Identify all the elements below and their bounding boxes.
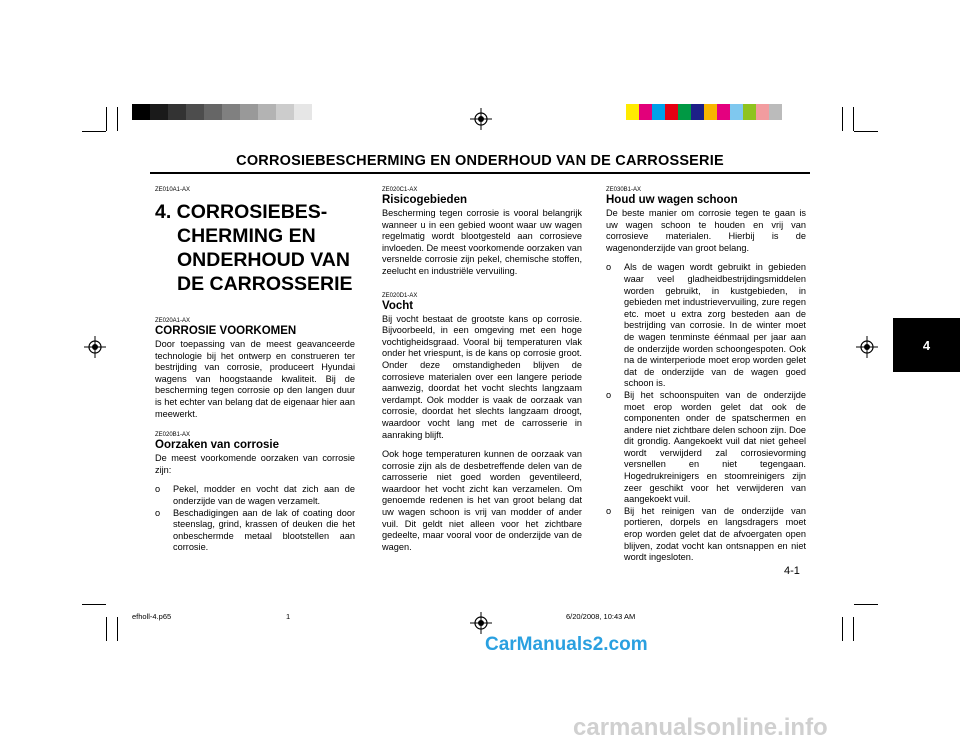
paragraph: Bij vocht bestaat de grootste kans op corrosie. Bijvoorbeeld, in een omgeving met een hoge vochtigheidsgraad. Vooral bij temperaturen vlak onder het vriespunt, is de kans op corrosie groot. Onder deze omstandigheden blijven de corrosieve materialen over een langere periode aanwezig, doordat het vocht slechts langzaam verdampt. Ook modder is vaak de oorzaak van corrosie, doordat het slechts langzaam droogt, waardoor vocht lang met de carrosserie in aanraking blijft. <box>382 313 582 440</box>
section-code: ZE010A1-AX <box>155 187 191 193</box>
list-item <box>606 390 806 506</box>
header-rule <box>150 172 810 174</box>
footer-page: 1 <box>286 612 291 621</box>
chapter-title-line: DE CARROSSERIE <box>177 273 353 295</box>
column-2 <box>382 186 582 561</box>
section-heading: Houd uw wagen schoon <box>606 194 738 206</box>
list-item-text: Als de wagen wordt gebruikt in gebieden waar veel gladheidbestrijdingsmiddelen worden gebruikt, in kustgebieden, in gebieden met industrievervuiling, zure regen etc. moet u extra zorg besteden aan de bestrijding van corrosie. In de winter moet de wagen tenminste éénmaal per jaar aan de onderzijde worden schoongespoten. Ook na de winterperiode moet erop worden gelet dat de onderzijde van de wagen goed schoon is. <box>624 262 806 389</box>
watermark-logo: CarManuals2.com <box>485 634 648 655</box>
column-3 <box>606 186 806 564</box>
grayscale-bar <box>132 104 312 120</box>
section-code: ZE020D1-AX <box>382 292 418 299</box>
list-item-text: Bij het reinigen van de onderzijde van portieren, dorpels en langsdragers moet erop worden gelet dat de afvoergaten open blijven, zodat vocht kan ontsnappen en niet wordt ingesloten. <box>624 505 806 563</box>
paragraph: Ook hoge temperaturen kunnen de oorzaak van corrosie zijn als de desbetreffende delen van de carrosserie niet goed worden geventileerd, waardoor het vocht zicht kan verzamelen. Om genoemde redenen is het van groot belang dat uw wagen schoon is vrij van modder of ander vuil. Dit geldt niet alleen voor het zichtbare gedeelte, maar vooral voor de onderzijde van de wagen. <box>382 449 582 552</box>
paragraph: De beste manier om corrosie tegen te gaan is uw wagen schoon te houden en vrij van corrosieve materialen. Hierbij is de wagenonderzijde van groot belang. <box>606 208 806 253</box>
chapter-title <box>155 200 355 296</box>
bullet-marker: o <box>155 484 161 495</box>
list-item-text: Bij het schoonspuiten van de onderzijde moet erop worden gelet dat ook de componenten onder de spatschermen en andere niet zichtbare delen schoon zijn. Doe dit grondig. Aangekoekt vuil dat niet geheel wordt verwijderd zal corrosievorming versnellen en niet tegengaan. Hogedrukreinigers en stoomreinigers zijn zeer geschikt voor het verwijderen van aangekoekt vuil. <box>624 389 806 505</box>
bullet-marker: o <box>606 505 612 516</box>
paragraph: De meest voorkomende oorzaken van corrosie zijn: <box>155 453 355 475</box>
registration-target-icon <box>470 108 492 130</box>
watermark-text: carmanualsonline.info <box>573 714 828 741</box>
bullet-marker: o <box>155 507 161 518</box>
chapter-title-line: 4. CORROSIEBES- <box>155 201 328 223</box>
list-item-text: Beschadigingen aan de lak of coating door steenslag, grind, krassen of deuken die het onbeschermde metaal blootstellen aan corrosie. <box>173 507 355 553</box>
list-item <box>606 262 806 390</box>
chapter-title-line: CHERMING EN <box>177 225 316 247</box>
paragraph: Bescherming tegen corrosie is vooral belangrijk wanneer u in een gebied woont waar uw wagen regelmatig wordt blootgesteld aan corrosieve invloeden. De meest voorkomende oorzaken van versnelde corrosie zijn pekel, chemische stoffen, zeelucht en industriële vervuiling. <box>382 208 582 276</box>
section-code: ZE020C1-AX <box>382 187 418 193</box>
section-heading: Vocht <box>382 299 414 312</box>
section-code: ZE030B1-AX <box>606 187 642 193</box>
page-header: CORROSIEBESCHERMING EN ONDERHOUD VAN DE CARROSSERIE <box>236 153 724 169</box>
list-item <box>606 506 806 564</box>
section-heading: Oorzaken van corrosie <box>155 439 279 452</box>
list-item-text: Pekel, modder en vocht dat zich aan de onderzijde van de wagen verzamelt. <box>173 484 355 506</box>
column-1 <box>155 186 355 554</box>
page-number: 4-1 <box>784 565 800 577</box>
bullet-marker: o <box>606 389 612 400</box>
chapter-title-line: ONDERHOUD VAN <box>177 249 350 271</box>
bullet-marker: o <box>606 262 612 273</box>
section-heading: Risicogebieden <box>382 194 467 206</box>
section-code: ZE020A1-AX <box>155 318 191 324</box>
footer-date: 6/20/2008, 10:43 AM <box>566 612 636 621</box>
registration-target-icon <box>856 336 878 358</box>
section-code: ZE020B1-AX <box>155 432 191 439</box>
paragraph: Door toepassing van de meest geavanceerde technologie bij het ontwerp en construeren ter bestrijding van corrosie, produceert Hyundai wagens van hoogstaande kwaliteit. Bij de bescherming tegen corrosie op den langen duur is het echter van belang dat de eigenaar hier aan meewerkt. <box>155 339 355 419</box>
chapter-tab: 4 <box>893 318 960 372</box>
list-item <box>155 508 355 554</box>
footer-filename: efholl-4.p65 <box>132 612 172 621</box>
registration-target-icon <box>470 612 492 634</box>
color-bar <box>626 104 782 120</box>
section-heading: CORROSIE VOORKOMEN <box>155 325 297 337</box>
registration-target-icon <box>84 336 106 358</box>
list-item <box>155 484 355 507</box>
